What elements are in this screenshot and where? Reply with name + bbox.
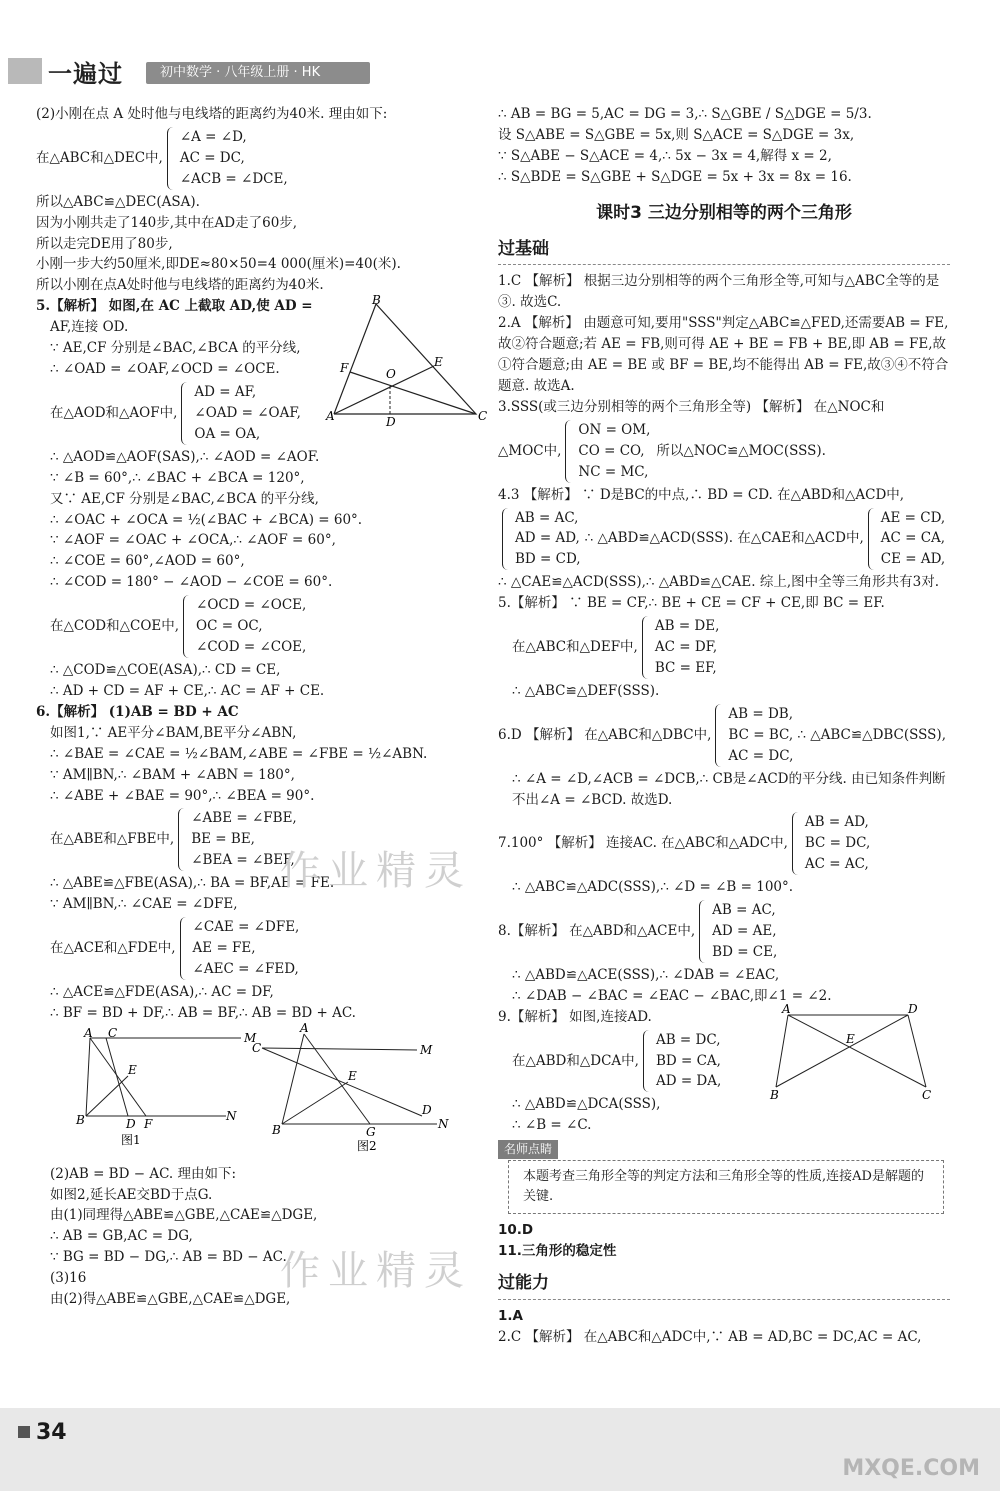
text-line: 在△ABE和△FBE中,: [50, 831, 175, 848]
equation: NC = MC,: [578, 463, 649, 480]
brace: [178, 808, 185, 871]
text-line: 小刚一步大约50厘米,即DE≈80×50=4 000(厘米)=40(米).: [36, 256, 401, 273]
equation: OA = OA,: [194, 425, 261, 442]
text-line: ∴ ∠B = ∠C.: [512, 1117, 592, 1134]
equation: ∠CAE = ∠DFE,: [192, 919, 300, 936]
text-line: 所以走完DE用了80步,: [36, 235, 173, 252]
basic-heading: 过基础: [498, 236, 950, 265]
equation-system: [498, 812, 950, 875]
equation: ON = OM,: [578, 421, 651, 438]
equation: AD = DA,: [655, 1073, 722, 1090]
text-line: 在△COD和△COE中,: [50, 618, 180, 635]
brace: [699, 900, 706, 963]
equation: BC = BC,: [728, 726, 794, 743]
figure-1: [76, 1025, 266, 1148]
brace: [643, 1030, 650, 1093]
svg-text:E: E: [434, 355, 443, 370]
equation: AC = DF,: [654, 639, 718, 656]
page-header: [0, 0, 1000, 90]
svg-text:D: D: [126, 1116, 136, 1131]
text-line: △MOC中,: [498, 442, 562, 459]
text-line: ∴ △AOD≌△AOF(SAS),∴ ∠AOD = ∠AOF.: [50, 448, 320, 465]
text-line: ∴ ∠COE = 60°,∠AOD = 60°,: [50, 553, 245, 570]
brace: [868, 508, 875, 571]
brace: [167, 127, 174, 190]
text-line: ∴ △CAE≌△ACD(SSS),∴ △ABD≌△CAE. 综上,图中全等三角形共有3对.: [498, 574, 940, 591]
equation: AE = CD,: [880, 509, 946, 526]
equation: BC = EF,: [654, 659, 717, 676]
brace: [642, 616, 649, 679]
equation: BE = BE,: [191, 831, 255, 848]
watermark: 作业精灵: [280, 848, 472, 894]
equation: CO = CO,: [578, 442, 645, 459]
text-line: ∴ △ACE≌△FDE(ASA),∴ AC = DF,: [50, 983, 274, 1000]
answer-4: 4.3 【解析】 ∵ D是BC的中点,∴ BD = CD. 在△ABD和△ACD中,: [498, 486, 905, 503]
svg-text:B: B: [76, 1112, 85, 1127]
text-line: ∴ ∠OAC + ∠OCA = ½(∠BAC + ∠BCA) = 60°.: [50, 511, 363, 528]
equation: AE = FE,: [192, 939, 256, 956]
text-line: ∵ ∠B = 60°,∴ ∠BAC + ∠BCA = 120°,: [50, 469, 305, 486]
answer-5: 5.【解析】 ∵ BE = CF,∴ BE + CE = CF + CE,即 BC = EF.: [498, 595, 885, 612]
svg-text:C: C: [478, 409, 488, 424]
text-line: ∴ △ABC≌△DBC(SSS),: [797, 726, 946, 743]
text-line: 设 S△ABE = S△GBE = 5x,则 S△ACE = S△DGE = 3x,: [498, 126, 855, 143]
svg-text:F: F: [144, 1116, 153, 1131]
text-line: ∴ △ABC≌△DEF(SSS).: [512, 682, 660, 699]
brand-block: [8, 58, 42, 84]
right-column: [498, 104, 950, 1347]
text-line: ∴ AB = GB,AC = DG,: [50, 1228, 193, 1245]
text-line: ∴ ∠BAE = ∠CAE = ½∠BAM,∠ABE = ∠FBE = ½∠ABN.: [50, 745, 428, 762]
equation: AD = AF,: [194, 383, 257, 400]
text-line: ∴ BF = BD + DF,∴ AB = BF,∴ AB = BD + AC.: [50, 1004, 356, 1021]
text-line: 所以小刚在点A处时他与电线塔的距离约为40米.: [36, 277, 324, 294]
equation: AB = AC,: [515, 509, 579, 526]
svg-text:C: C: [252, 1040, 262, 1055]
text-line: 所以△ABC≌△DEC(ASA).: [36, 193, 200, 210]
text-line: 在△ABD和△DCA中,: [512, 1052, 639, 1069]
text-line: 如图1,∵ AE平分∠BAM,BE平分∠ABN,: [50, 724, 297, 741]
brand-logo: 一遍过: [48, 60, 123, 88]
equation: OC = OC,: [196, 618, 263, 635]
equation: AC = CA,: [880, 530, 946, 547]
svg-text:M: M: [420, 1042, 433, 1057]
text-line: ∴ △ABC≌△ADC(SSS),∴ ∠D = ∠B = 100°.: [512, 879, 794, 896]
equation-system: [36, 917, 476, 980]
equation: BD = CD,: [515, 551, 581, 568]
page-number: 34: [36, 1420, 67, 1445]
svg-text:A: A: [84, 1025, 93, 1040]
svg-text:A: A: [326, 409, 335, 424]
equation: AB = AD,: [804, 814, 869, 831]
figure-1-label: 图1: [121, 1132, 141, 1147]
site-watermark: MXQE.COM: [842, 1456, 980, 1481]
equation-system: [498, 508, 950, 571]
ability-answer-2: 2.C 【解析】 在△ABC和△ADC中,∵ AB = AD,BC = DC,AC = AC,: [498, 1328, 922, 1345]
equation: CE = AD,: [880, 551, 946, 568]
text-line: ∴ ∠A = ∠D,∠ACB = ∠DCB,∴ CB是∠ACD的平分线. 由已知条件判断不出∠A = ∠BCD. 故选D.: [512, 770, 946, 808]
text-line: ∴ △ABD≌△DCA(SSS),: [512, 1096, 661, 1113]
text-line: ∴ △ABE≌△FBE(ASA),∴ BA = BF,AE = FE.: [50, 875, 335, 892]
svg-text:E: E: [348, 1068, 357, 1083]
equation: ∠OCD = ∠OCE,: [196, 597, 307, 614]
answer-2: 2.A 【解析】 由题意可知,要用"SSS"判定△ABC≌△FED,还需要AB = FE,故②符合题意;若 AE = FB,则可得 AE + BE = FB + BE,即 AB = FE,故①符合题意;由 AE = BE 或 BF = BE,均不能得出 AB = FE,故③④不符合题意. 故选A.: [498, 315, 949, 394]
section-title: 课时3 三边分别相等的两个三角形: [596, 202, 852, 223]
text-line: ∵ S△ABE − S△ACE = 4,∴ 5x − 3x = 4,解得 x = 2,: [498, 147, 832, 164]
svg-text:E: E: [128, 1062, 137, 1077]
text-line: AF,连接 OD.: [50, 319, 129, 336]
svg-text:O: O: [386, 367, 396, 382]
equation: ∠ABE = ∠FBE,: [191, 810, 297, 827]
equation: ∠BEA = ∠BEF,: [191, 852, 295, 869]
text-line: ∴ AB = BG = 5,AC = DG = 3,∴ S△GBE / S△DGE = 5/3.: [498, 106, 872, 122]
text-line: ∴ △COD≌△COE(ASA),∴ CD = CE,: [50, 661, 281, 678]
equation-system: [36, 127, 476, 190]
equation-system: [498, 704, 950, 767]
svg-text:D: D: [908, 1001, 918, 1016]
equation: ∠ACB = ∠DCE,: [179, 170, 288, 187]
watermark: 作业精灵: [280, 1248, 472, 1294]
equation-system: [498, 616, 950, 679]
equation-system: [498, 420, 950, 483]
text-line: ∴ ∠OAD = ∠OAF,∠OCD = ∠OCE.: [50, 361, 280, 378]
svg-text:D: D: [386, 415, 396, 430]
svg-text:A: A: [300, 1020, 309, 1035]
equation: AD = AE,: [712, 923, 777, 940]
svg-text:B: B: [272, 1122, 281, 1137]
equation: AB = DE,: [654, 618, 720, 635]
svg-text:B: B: [372, 293, 381, 308]
equation: BC = DC,: [804, 835, 871, 852]
text-line: ∴ ∠ABE + ∠BAE = 90°,∴ ∠BEA = 90°.: [50, 787, 315, 804]
figure-2-label: 图2: [357, 1138, 377, 1153]
brace: [180, 917, 187, 980]
text-line: ∵ BG = BD − DG,∴ AB = BD − AC.: [50, 1249, 287, 1266]
equation: ∠A = ∠D,: [179, 128, 247, 145]
text-line: 6.【解析】 (1)AB = BD + AC: [36, 703, 239, 720]
svg-text:M: M: [244, 1030, 257, 1045]
equation-system: [498, 900, 950, 963]
answer-10: 10.D: [498, 1222, 534, 1239]
teacher-note-label: 名师点睛: [498, 1140, 558, 1159]
brace: [183, 595, 190, 658]
figures-row: [36, 1020, 476, 1164]
figure-2: [252, 1020, 462, 1154]
answer-9: 9.【解析】 如图,连接AD.: [498, 1008, 652, 1025]
figure-triangle-abc: [326, 293, 488, 430]
brace: [792, 812, 799, 875]
equation: AC = AC,: [804, 856, 869, 873]
text-line: ∴ AD + CD = AF + CE,∴ AC = AF + CE.: [50, 682, 325, 699]
brace: [502, 508, 509, 571]
equation: BD = CA,: [655, 1052, 721, 1069]
text-line: 又∵ AE,CF 分别是∠BAC,∠BCA 的平分线,: [50, 490, 319, 507]
answer-6: 6.D 【解析】 在△ABC和△DBC中,: [498, 726, 712, 743]
brace: [181, 382, 188, 445]
text-line: 在△AOD和△AOF中,: [50, 404, 178, 421]
answer-1: 1.C 【解析】 根据三边分别相等的两个三角形全等,可知与△ABC全等的是③. 故选C.: [498, 273, 940, 311]
equation: AC = DC,: [179, 149, 245, 166]
svg-text:N: N: [226, 1108, 237, 1123]
left-column: [36, 104, 488, 1310]
answer-11: 11.三角形的稳定性: [498, 1243, 617, 1260]
text-line: 在△ABC和△DEC中,: [36, 149, 163, 166]
svg-text:D: D: [422, 1102, 432, 1117]
text-line: 所以△NOC≌△MOC(SSS).: [656, 442, 826, 459]
text-line: 在△ACE和△FDE中,: [50, 939, 176, 956]
answer-3: 3.SSS(或三边分别相等的两个三角形全等) 【解析】 在△NOC和: [498, 398, 885, 415]
equation: ∠AEC = ∠FED,: [192, 960, 299, 977]
text-line: 由(1)同理得△ABE≌△GBE,△CAE≌△DGE,: [50, 1207, 318, 1224]
figure-q9: [768, 1001, 938, 1102]
equation: AB = DC,: [655, 1031, 721, 1048]
text-line: 由(2)得△ABE≌△GBE,△CAE≌△DGE,: [50, 1291, 291, 1308]
text-line: ∵ AM∥BN,∴ ∠BAM + ∠ABN = 180°,: [50, 766, 295, 783]
equation: ∠OAD = ∠OAF,: [194, 404, 301, 421]
equation: ∠COD = ∠COE,: [196, 639, 307, 656]
text-line: ∵ ∠AOF = ∠OAC + ∠OCA,∴ ∠AOF = 60°,: [50, 532, 336, 549]
svg-text:F: F: [340, 361, 349, 376]
text-line: (3)16: [50, 1270, 87, 1287]
svg-text:G: G: [366, 1124, 376, 1139]
text-line: 如图2,延长AE交BD于点G.: [50, 1186, 213, 1203]
text-line: 在△ABC和△DEF中,: [512, 639, 638, 656]
equation: AB = DB,: [728, 705, 794, 722]
teacher-note: 本题考查三角形全等的判定方法和三角形全等的性质,连接AD是解题的关键.: [508, 1160, 944, 1214]
text-line: ∴ △ABD≌△ACE(SSS),∴ ∠DAB = ∠EAC,: [512, 966, 780, 983]
equation: BD = CE,: [712, 943, 778, 960]
text-line: ∴ ∠COD = 180° − ∠AOD − ∠COE = 60°.: [50, 574, 333, 591]
svg-text:C: C: [108, 1025, 118, 1040]
equation: AC = DC,: [728, 747, 794, 764]
equation: AD = AD,: [515, 530, 580, 547]
text-line: 因为小刚共走了140步,其中在AD走了60步,: [36, 214, 298, 231]
text-line: ∴ △ABD≌△ACD(SSS). 在△CAE和△ACD中,: [584, 530, 864, 547]
answer-8: 8.【解析】 在△ABD和△ACE中,: [498, 923, 696, 940]
equation-system: [36, 595, 476, 658]
text-line: ∴ S△BDE = S△GBE + S△DGE = 5x + 3x = 8x = 16.: [498, 168, 852, 185]
text-line: ∵ AM∥BN,∴ ∠CAE = ∠DFE,: [50, 896, 238, 913]
brace: [565, 420, 572, 483]
svg-text:C: C: [922, 1087, 932, 1102]
ability-heading: 过能力: [498, 1270, 950, 1299]
brace: [715, 704, 722, 767]
text-line: 5.【解析】 如图,在 AC 上截取 AD,使 AD =: [36, 298, 313, 315]
text-line: (2)小刚在点 A 处时他与电线塔的距离约为40米. 理由如下:: [36, 106, 388, 122]
page-footer: [0, 1408, 1000, 1491]
svg-text:A: A: [782, 1001, 791, 1016]
svg-text:N: N: [438, 1116, 449, 1131]
page-marker: [18, 1426, 30, 1438]
text-line: ∴ ∠DAB − ∠BAC = ∠EAC − ∠BAC,即∠1 = ∠2.: [512, 987, 832, 1004]
ability-answer-1: 1.A: [498, 1307, 523, 1324]
svg-text:E: E: [846, 1031, 855, 1046]
text-line: ∵ AE,CF 分别是∠BAC,∠BCA 的平分线,: [50, 340, 301, 357]
subject-banner: 初中数学 · 八年级上册 · HK: [146, 62, 370, 84]
answer-7: 7.100° 【解析】 连接AC. 在△ABC和△ADC中,: [498, 835, 788, 852]
equation: AB = AC,: [712, 902, 776, 919]
svg-text:B: B: [770, 1087, 779, 1102]
text-line: (2)AB = BD − AC. 理由如下:: [50, 1165, 237, 1182]
